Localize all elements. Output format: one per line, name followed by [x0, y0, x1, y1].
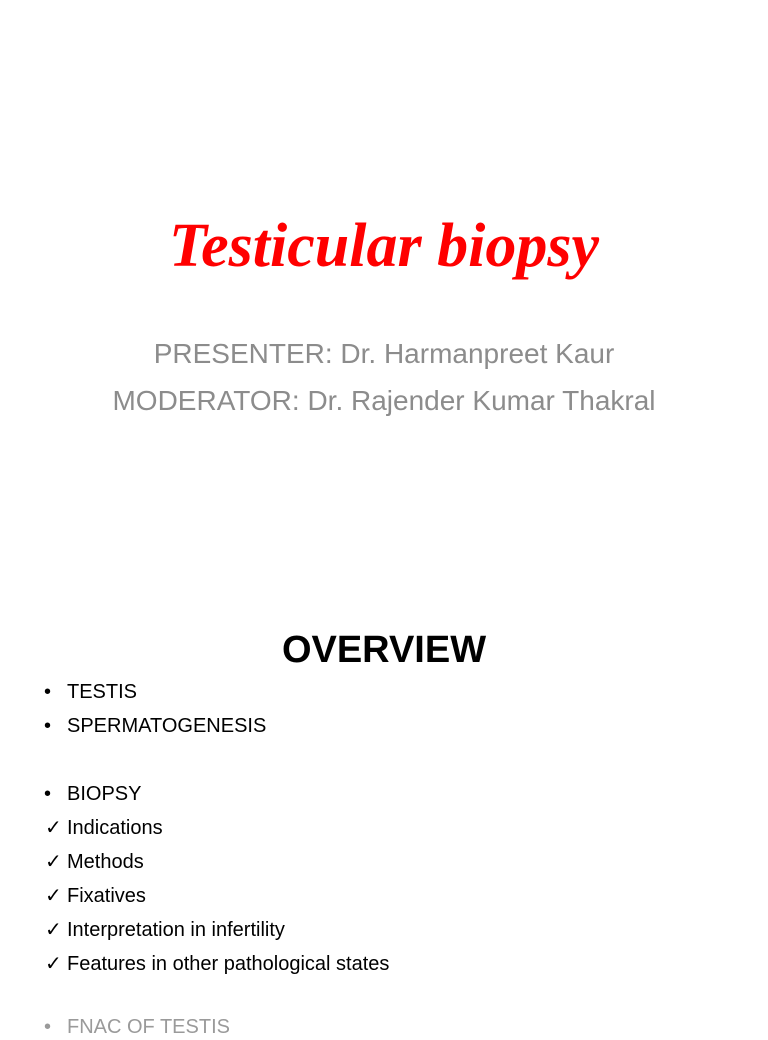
list-item-fixatives	[44, 883, 146, 909]
bullet-icon: •	[44, 681, 52, 703]
list-item-testis	[44, 679, 137, 705]
list-item-label: SPERMATOGENESIS	[67, 715, 267, 737]
list-item-label: Features in other pathological states	[67, 953, 390, 975]
bullet-icon: •	[44, 783, 52, 805]
list-item-label: Methods	[67, 851, 144, 873]
list-item-label: FNAC OF TESTIS	[67, 1016, 230, 1038]
list-item-label: TESTIS	[67, 681, 138, 703]
list-item-label: Fixatives	[67, 885, 146, 907]
overview-heading: OVERVIEW	[281, 629, 487, 671]
checkmark-icon: ✓	[45, 817, 62, 839]
list-item-label: Indications	[67, 817, 163, 839]
moderator-line: MODERATOR: Dr. Rajender Kumar Thakral	[112, 385, 656, 416]
list-item-pathological-states	[44, 951, 389, 977]
overview-slide	[0, 576, 768, 1038]
next-slide-partial-heading	[44, 1014, 230, 1040]
list-item-interpretation	[44, 917, 285, 943]
list-item-label: BIOPSY	[67, 783, 142, 805]
checkmark-icon: ✓	[45, 885, 62, 907]
presenter-line: PRESENTER: Dr. Harmanpreet Kaur	[153, 338, 615, 369]
list-item-methods	[44, 849, 144, 875]
bullet-icon: •	[44, 1016, 52, 1038]
bullet-icon: •	[44, 715, 52, 737]
list-item-spermatogenesis	[44, 713, 266, 739]
checkmark-icon: ✓	[45, 953, 62, 975]
checkmark-icon: ✓	[45, 919, 62, 941]
list-item-indications	[44, 815, 163, 841]
list-item-biopsy	[44, 781, 141, 807]
list-item-label: Interpretation in infertility	[67, 919, 285, 941]
slide-title: Testicular biopsy	[168, 212, 599, 280]
checkmark-icon: ✓	[45, 851, 62, 873]
